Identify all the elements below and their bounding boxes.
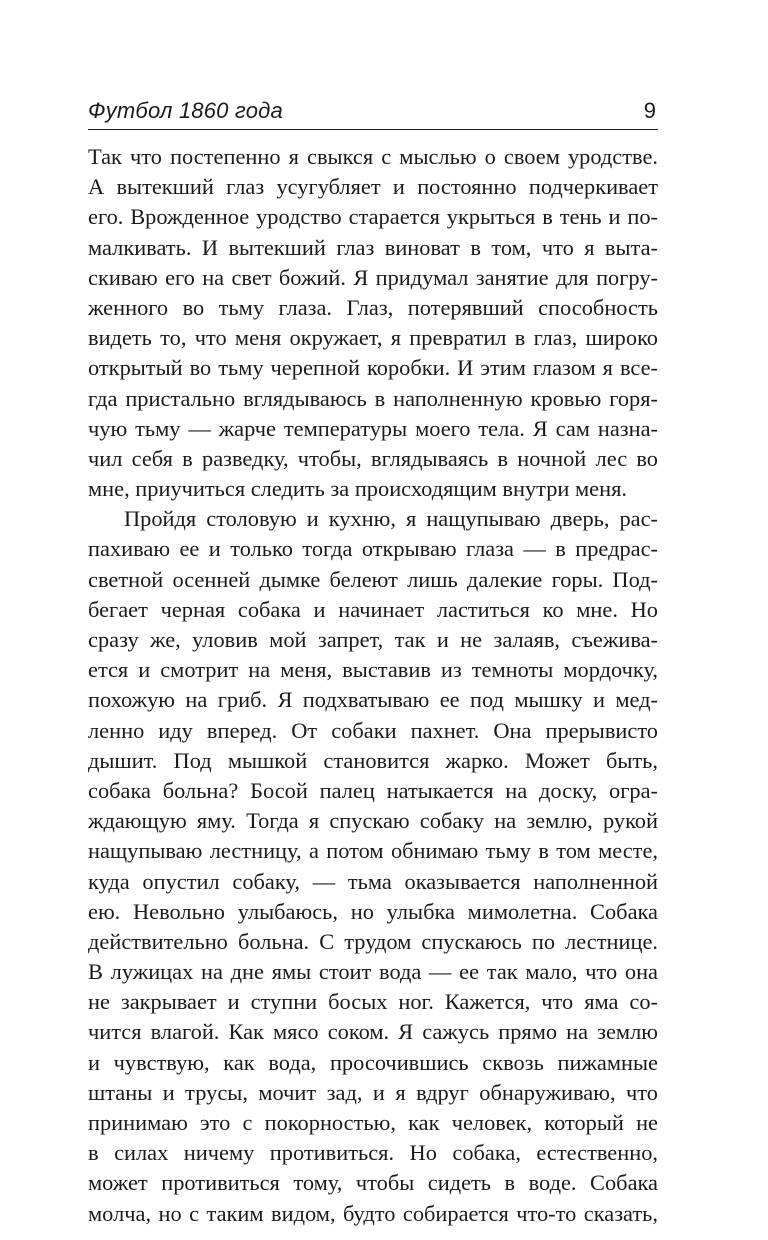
text-line: Так что постепенно я свыкся с мыслью о своем уродстве. — [88, 144, 658, 169]
text-line: скиваю его на свет божий. Я придумал занятие для погру- — [88, 264, 658, 290]
text-line: мне, приучиться следить за происходящим внутри меня. — [88, 476, 627, 502]
text-line: похожую на гриб. Я подхватываю ее под мышку и мед- — [88, 687, 658, 713]
text-line: Пройдя столовую и кухню, я нащупываю дверь, рас- — [124, 506, 658, 532]
text-line: женного во тьму глаза. Глаз, потерявший способность — [88, 294, 658, 320]
text-line: и чувствую, как вода, просочившись сквозь пижамные — [88, 1049, 658, 1075]
text-line: видеть то, что меня окружает, я превратил в глаз, широко — [88, 325, 658, 351]
text-line: его. Врожденное уродство старается укрыться в тень и по- — [88, 204, 658, 230]
text-line: собака больна? Босой палец натыкается на доску, огра- — [88, 777, 658, 803]
text-line: не закрывает и ступни босых ног. Кажется, что яма со- — [88, 989, 658, 1015]
text-line: ею. Невольно улыбаюсь, но улыбка мимолетна. Собака — [88, 898, 658, 924]
text-line: в силах ничему противиться. Но собака, естественно, — [88, 1140, 658, 1166]
text-line: бегает черная собака и начинает ластиться ко мне. Но — [88, 596, 658, 622]
text-line: чил себя в разведку, чтобы, вглядываясь в ночной лес во — [88, 445, 658, 471]
text-line: А вытекший глаз усугубляет и постоянно подчеркивает — [88, 174, 658, 200]
text-line: ется и смотрит на меня, выставив из темноты мордочку, — [88, 657, 658, 683]
text-line: открытый во тьму черепной коробки. И этим глазом я все- — [88, 355, 658, 381]
text-line: сразу же, уловив мой запрет, так и не залаяв, съежива- — [88, 627, 658, 652]
text-line: гда пристально вглядываюсь в наполненную кровью горя- — [88, 385, 658, 411]
text-body — [88, 142, 658, 1229]
text-line: нащупываю лестницу, а потом обнимаю тьму в том месте, — [88, 838, 658, 864]
text-line: В лужицах на дне ямы стоит вода — ее так мало, что она — [88, 959, 658, 985]
text-line: ленно иду вперед. От собаки пахнет. Она прерывисто — [88, 717, 658, 743]
text-line: может противиться тому, чтобы сидеть в воде. Собака — [88, 1170, 658, 1196]
text-line: куда опустил собаку, — тьма оказывается наполненной — [88, 868, 658, 894]
text-line: дышит. Под мышкой становится жарко. Может быть, — [88, 747, 658, 773]
text-line: принимаю это с покорностью, как человек, который не — [88, 1110, 658, 1135]
page-number: 9 — [643, 98, 656, 123]
text-line: ждающую яму. Тогда я спускаю собаку на землю, рукой — [88, 808, 658, 834]
text-line: штаны и трусы, мочит зад, и я вдруг обнаруживаю, что — [88, 1079, 658, 1105]
text-line: светной осенней дымке белеют лишь далекие горы. Под- — [88, 566, 658, 592]
text-line: чится влагой. Как мясо соком. Я сажусь прямо на землю — [88, 1019, 658, 1045]
paragraph-2 — [88, 504, 658, 1229]
running-head — [88, 96, 658, 130]
text-line: пахиваю ее и только тогда открываю глаза — в предрас- — [88, 536, 658, 562]
text-line: молча, но с таким видом, будто собирается что-то сказать, — [88, 1200, 658, 1226]
text-line: малкивать. И вытекший глаз виноват в том, что я выта- — [88, 234, 658, 260]
paragraph-1 — [88, 142, 658, 504]
text-line: действительно больна. С трудом спускаюсь по лестнице. — [88, 928, 658, 954]
text-line: чую тьму — жарче температуры моего тела. Я сам назна- — [88, 415, 658, 441]
book-title: Футбол 1860 года — [88, 98, 283, 123]
book-page — [88, 96, 658, 1229]
